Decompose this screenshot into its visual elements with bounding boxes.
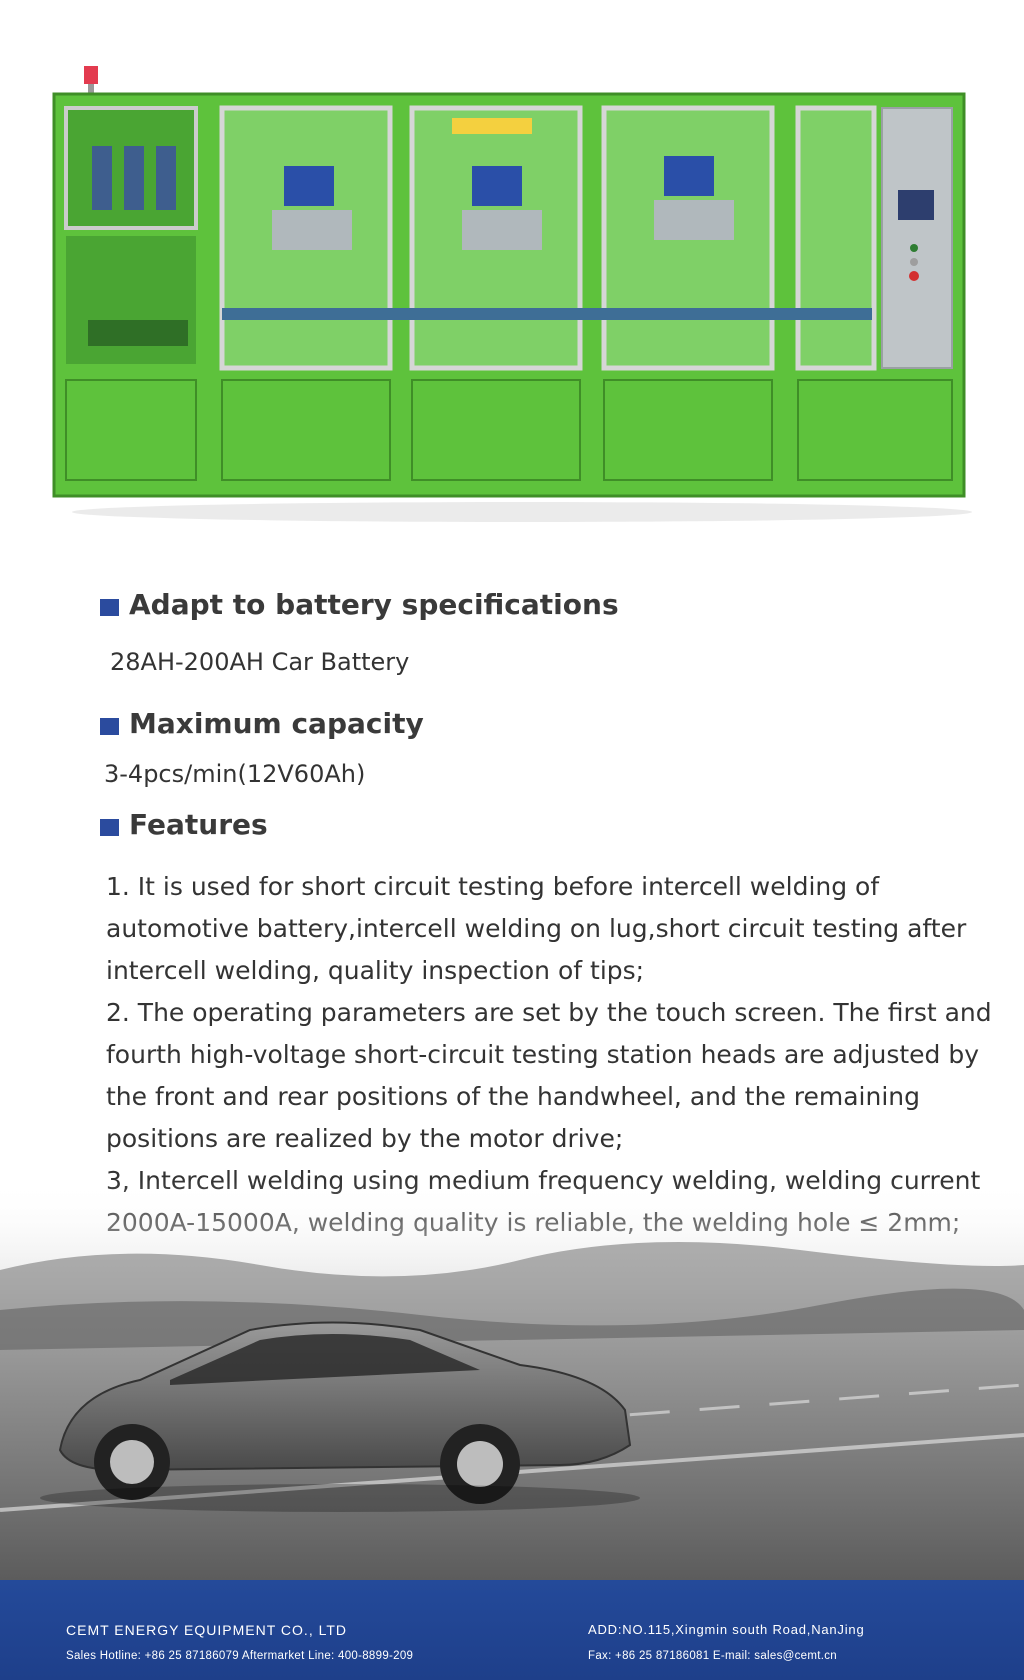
capacity-body: 3-4pcs/min(12V60Ah) — [104, 760, 366, 788]
footer-bar — [0, 1580, 1024, 1680]
spec-body: 28AH-200AH Car Battery — [110, 648, 410, 676]
feature-item-1: 1. It is used for short circuit testing before intercell welding of automotive battery,intercell welding on lug,short circuit testing after intercell welding, quality inspection of tips; — [106, 872, 967, 985]
footer-hotline: Sales Hotline: +86 25 87186079 Aftermarket Line: 400-8899-209 — [66, 1650, 414, 1662]
spec-heading-text: Adapt to battery specifications — [129, 588, 619, 621]
features-heading — [100, 808, 268, 841]
bullet-square-icon — [100, 718, 119, 735]
footer-company: CEMT ENERGY EQUIPMENT CO., LTD — [66, 1622, 348, 1638]
car-road-scene — [0, 1180, 1024, 1580]
capacity-heading-text: Maximum capacity — [129, 707, 424, 740]
bullet-square-icon — [100, 819, 119, 836]
spec-heading — [100, 588, 619, 621]
machine-photo — [52, 60, 982, 530]
features-heading-text: Features — [129, 808, 268, 841]
footer-contact: Fax: +86 25 87186081 E-mail: sales@cemt.cn — [588, 1650, 837, 1662]
capacity-heading — [100, 707, 424, 740]
bullet-square-icon — [100, 599, 119, 616]
footer-address: ADD:NO.115,Xingmin south Road,NanJing — [588, 1622, 865, 1637]
feature-item-2: 2. The operating parameters are set by the touch screen. The first and fourth high-voltage short-circuit testing station heads are adjusted by the front and rear positions of the handwheel, and the remaining positions are realized by the motor drive; — [106, 998, 992, 1153]
